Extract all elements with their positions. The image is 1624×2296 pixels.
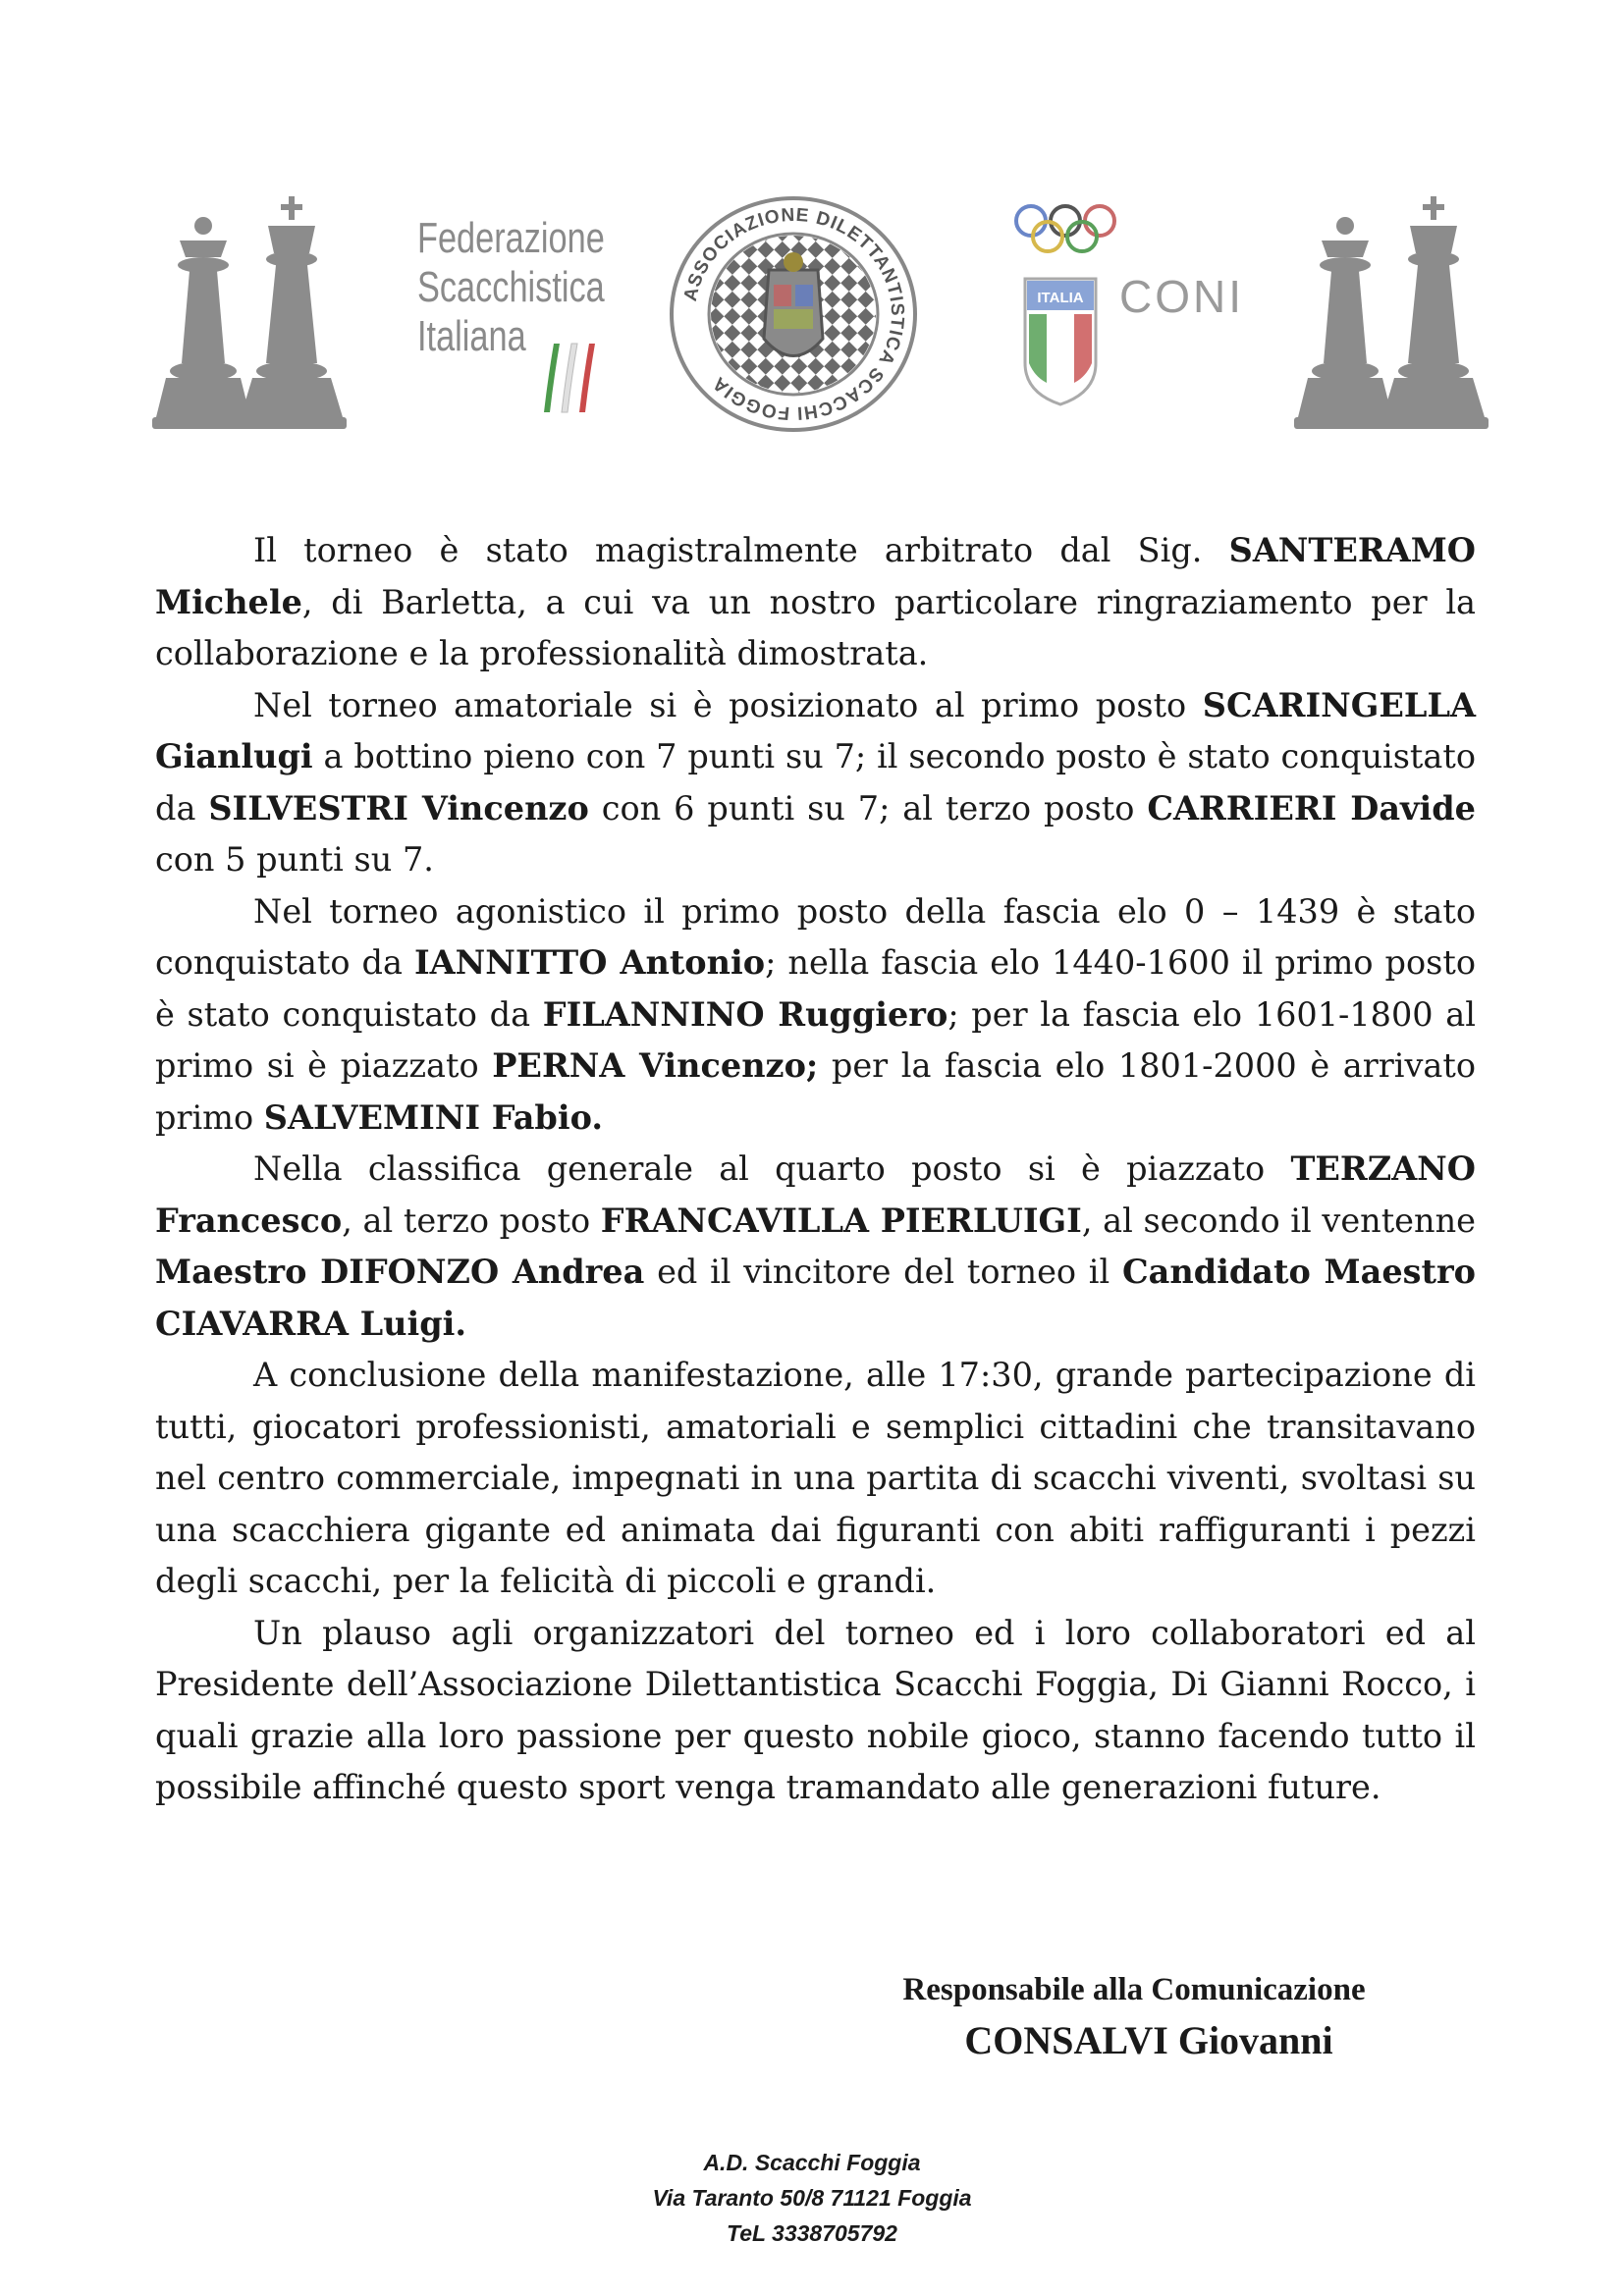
text-run: Il torneo è stato magistralmente arbitrato dal Sig. [253,531,1229,569]
paragraph-agonistic [155,886,1476,1145]
paragraph-thanks: Un plauso agli organizzatori del torneo ed i loro collaboratori ed al Presidente dell’Associazione Dilettantistica Scacchi Foggia, Di Gianni Rocco, i quali grazie alla loro passione per questo nobile gioco, stanno facendo tutto il possibile affinché questo sport venga tramandato alle generazioni future. [155,1613,1476,1806]
coni-logo-text: CONI [1119,271,1244,322]
player-name: SCARINGELLA Gianlugi [155,685,1476,775]
chess-queen-king-right-icon [1294,196,1490,442]
text-run: Nella classifica generale al quarto posto si è piazzato [253,1149,1291,1188]
footer-street: Via Taranto 50/8 71121 Foggia [652,2185,972,2211]
winner-name: Candidato Maestro CIAVARRA Luigi. [155,1253,1476,1343]
fsi-logo-line-3: Italiana [417,312,526,360]
text-run: , al secondo il ventenne [1081,1201,1476,1240]
player-name: PERNA Vincenzo; [492,1046,819,1085]
text-run: ; per la fascia elo 1601-1800 al primo si è piazzato [155,994,1476,1085]
player-name: CARRIERI Davide [1147,788,1476,828]
olympic-rings-icon [1011,201,1119,260]
player-name: FILANNINO Ruggiero [542,994,948,1034]
footer-org: A.D. Scacchi Foggia [703,2150,921,2175]
referee-name: SANTERAMO Michele [155,531,1476,621]
letterhead [0,177,1624,452]
signature-name: CONSALVI Giovanni [964,2018,1333,2062]
seal-text: ASSOCIAZIONE DILETTANTISTICA SCACCHI FOGGIA [679,204,908,424]
paragraph-referee [155,525,1476,680]
player-name: Maestro DIFONZO Andrea [155,1253,645,1291]
coni-shield-text: ITALIA [1037,290,1084,306]
text-run: ; nella fascia elo 1440-1600 il primo posto è stato conquistato da [155,943,1476,1034]
fsi-logo-line-2: Scacchistica [417,263,605,311]
signature-block [839,1968,1429,2069]
text-run: con 6 punti su 7; al terzo posto [588,788,1148,828]
paragraph-amateur [155,680,1476,886]
footer-phone: TeL 3338705792 [727,2220,897,2246]
player-name: IANNITTO Antonio [414,943,766,982]
footer-address [0,2145,1624,2251]
player-name: SALVEMINI Fabio. [263,1097,603,1137]
text-run: con 5 punti su 7. [155,840,434,879]
paragraph-general-ranking [155,1144,1476,1350]
text-run: a bottino pieno con 7 punti su 7; il secondo posto è stato conquistato da [155,737,1476,828]
text-run: ed il vincitore del torneo il [644,1253,1122,1291]
coni-shield-icon [1021,275,1100,407]
text-run: , di Barletta, a cui va un nostro particolare ringraziamento per la collaborazione e la professionalità dimostrata. [155,582,1476,672]
italian-flag-icon [540,339,599,417]
article-body [155,525,1476,1814]
association-seal-logo [666,191,921,437]
fsi-logo-line-1: Federazione [417,214,605,262]
text-run: Nel torneo amatoriale si è posizionato al primo posto [253,685,1203,724]
player-name: TERZANO Francesco [155,1149,1476,1240]
player-name: FRANCAVILLA PIERLUIGI [600,1201,1082,1240]
text-run: per la fascia elo 1801-2000 è arrivato primo [155,1046,1476,1137]
player-name: SILVESTRI Vincenzo [208,788,589,828]
text-run: , al terzo posto [342,1201,601,1240]
chess-queen-king-left-icon [152,196,349,442]
paragraph-living-chess: A conclusione della manifestazione, alle 17:30, grande partecipazione di tutti, giocatori professionisti, amatoriali e semplici cittadini che transitavano nel centro commerciale, impegnati in una partita di scacchi viventi, svoltasi su una scacchiera gigante ed animata dai figuranti con abiti raffiguranti i pezzi degli scacchi, per la felicità di piccoli e grandi. [155,1356,1476,1600]
signature-role: Responsabile alla Comunicazione [902,1972,1366,2007]
text-run: Nel torneo agonistico il primo posto della fascia elo 0 – 1439 è stato conquistato da [155,891,1476,982]
